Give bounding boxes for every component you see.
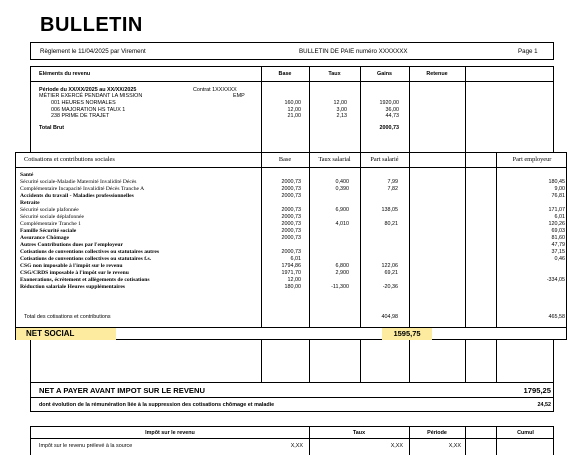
impot-header-cumul: Cumul bbox=[517, 430, 534, 436]
earning-gains: 36,00 bbox=[385, 106, 399, 113]
contrib-part-salarie: 7,82 bbox=[387, 186, 398, 192]
earning-label: 238 PRIME DE TRAJET bbox=[51, 113, 110, 119]
total-brut-label: Total Brut bbox=[39, 125, 65, 131]
contrib-header-taux: Taux salarial bbox=[318, 156, 351, 163]
earnings-header-taux: Taux bbox=[328, 71, 341, 77]
contrib-label: Famille Sécurité sociale bbox=[20, 228, 77, 234]
document-title: BULLETIN bbox=[40, 14, 143, 36]
net-social-value: 1595,75 bbox=[393, 329, 421, 338]
contrib-label: CSG non imposable à l'impôt sur le revenu bbox=[20, 263, 123, 269]
contrib-part-employeur: 171,07 bbox=[548, 207, 565, 213]
contrib-base: 2000,73 bbox=[281, 249, 301, 255]
emp-code: EMP bbox=[233, 93, 245, 99]
contrib-part-employeur: -334,05 bbox=[546, 277, 565, 283]
total-contrib-employeur: 465,58 bbox=[548, 314, 565, 320]
contrib-part-salarie: -20,36 bbox=[382, 284, 398, 290]
contrib-taux: 0,400 bbox=[335, 179, 349, 185]
contrib-part-employeur: 120,26 bbox=[548, 221, 565, 227]
period: Période du XX/XX/2025 au XX/XX/2025 bbox=[39, 87, 137, 93]
contrib-label: Sécurité sociale plafonnée bbox=[20, 207, 79, 213]
contrib-base: 1794,86 bbox=[281, 263, 301, 269]
evolution-label: dont évolution de la rémunération liée à la suppression des cotisations chômage et maladie bbox=[39, 402, 275, 408]
earning-base: 12,00 bbox=[287, 106, 301, 113]
earning-base: 21,00 bbox=[287, 113, 301, 119]
earning-gains: 1920,00 bbox=[379, 100, 399, 106]
earning-taux: 12,00 bbox=[333, 100, 347, 106]
impot-table bbox=[30, 426, 554, 455]
earnings-header-retenue: Retenue bbox=[426, 71, 448, 77]
contrib-label: Sécurité sociale déplafonnée bbox=[20, 214, 84, 220]
contrib-part-employeur: 81,60 bbox=[551, 235, 565, 241]
contrib-part-employeur: 9,00 bbox=[554, 186, 565, 192]
bulletin-number: BULLETIN DE PAIE numéro XXXXXXX bbox=[299, 48, 408, 55]
contrib-label: CSG/CRDS imposable à l'impôt sur le revenu bbox=[20, 270, 129, 276]
payment-bar bbox=[30, 42, 554, 60]
earnings-header-label: Eléments du revenu bbox=[39, 71, 91, 77]
earning-label: 006 MAJORATION HS TAUX 1 bbox=[51, 106, 126, 113]
contrib-base: 1971,70 bbox=[281, 270, 301, 276]
contrib-base: 2000,73 bbox=[281, 214, 301, 220]
contrib-part-salarie: 7,99 bbox=[387, 179, 398, 185]
contrib-label: Santé bbox=[20, 172, 34, 178]
impot-value-3: X,XX bbox=[448, 443, 461, 449]
contrib-taux: 2,900 bbox=[335, 270, 349, 276]
contrib-base: 2000,73 bbox=[281, 235, 301, 241]
total-brut-value: 2000,73 bbox=[379, 125, 399, 131]
earnings-header-gains: Gains bbox=[377, 71, 392, 77]
net-payer-label: NET A PAYER AVANT IMPOT SUR LE REVENU bbox=[39, 386, 205, 395]
contrib-base: 2000,73 bbox=[281, 228, 301, 234]
contract: Contrat 1XXXXXX bbox=[193, 87, 237, 93]
total-contrib-salarie: 404,98 bbox=[381, 314, 398, 320]
earnings-header-base: Base bbox=[278, 71, 292, 77]
evolution-value: 24,52 bbox=[537, 402, 551, 408]
contributions-table bbox=[15, 152, 567, 340]
contrib-header-part-salarie: Part salarié bbox=[370, 156, 399, 163]
impot-row-label: Impôt sur le revenu prélevé à la source bbox=[39, 443, 133, 449]
net-payer-box bbox=[30, 382, 554, 412]
contrib-header-part-employeur: Part employeur bbox=[512, 156, 552, 163]
earning-taux: 3,00 bbox=[336, 106, 347, 113]
contrib-label: Cotisations de conventions collectives ou statutaires f.s. bbox=[20, 256, 152, 262]
contrib-header-base: Base bbox=[278, 156, 292, 163]
contrib-label: Cotisations de conventions collectives ou statutaires autres bbox=[20, 249, 160, 255]
contrib-label: Exonerations, écrètement et allègements de cotisations bbox=[20, 277, 150, 283]
contrib-label: Accidents du travail - Maladies professionnelles bbox=[20, 193, 134, 199]
contrib-label: Complémentaire Tranche 1 bbox=[20, 221, 81, 227]
contrib-label: Complémentaire Incapacité Invalidité Décès Tranche A bbox=[20, 186, 145, 192]
contrib-label: Sécurité sociale-Maladie Maternité Invalidité Décès bbox=[20, 179, 137, 185]
contrib-base: 2000,73 bbox=[281, 221, 301, 227]
contrib-part-salarie: 122,06 bbox=[381, 263, 398, 269]
net-payer-value: 1795,25 bbox=[523, 386, 551, 395]
total-contrib-label: Total des cotisations et contributions bbox=[24, 314, 111, 320]
contrib-part-employeur: 0,46 bbox=[554, 256, 565, 262]
contrib-part-salarie: 80,21 bbox=[384, 221, 398, 227]
contrib-label: Réduction salariale Heures supplémentaires bbox=[20, 284, 125, 290]
contrib-part-employeur: 180,45 bbox=[548, 179, 565, 185]
contrib-label: Autres Contributions dues par l'employeur bbox=[20, 242, 123, 248]
contrib-part-employeur: 69,03 bbox=[551, 228, 565, 234]
contrib-taux: 4,010 bbox=[335, 221, 349, 227]
contrib-label: Retraite bbox=[20, 200, 40, 206]
contrib-part-employeur: 47,79 bbox=[551, 242, 565, 248]
earning-base: 160,00 bbox=[284, 100, 301, 106]
earning-gains: 44,73 bbox=[385, 113, 399, 119]
contrib-base: 2000,73 bbox=[281, 207, 301, 213]
contrib-taux: -11,300 bbox=[331, 284, 349, 290]
contrib-part-salarie: 69,21 bbox=[384, 270, 398, 276]
payment-info: Règlement le 11/04/2025 par Virement bbox=[40, 48, 146, 55]
contrib-base: 180,00 bbox=[284, 284, 301, 290]
empty-columns bbox=[30, 340, 554, 382]
contrib-header-label: Cotisations et contributions sociales bbox=[24, 156, 115, 163]
contrib-taux: 0,390 bbox=[335, 186, 349, 192]
impot-header-taux: Taux bbox=[352, 430, 366, 436]
contrib-base: 2000,73 bbox=[281, 193, 301, 199]
impot-value-2: X,XX bbox=[390, 443, 403, 449]
contrib-label: Assurance Chômage bbox=[20, 235, 69, 241]
contrib-part-employeur: 37,15 bbox=[551, 249, 565, 255]
net-social-label: NET SOCIAL bbox=[26, 329, 75, 338]
contrib-base: 12,00 bbox=[287, 277, 301, 283]
contrib-base: 2000,73 bbox=[281, 179, 301, 185]
earning-taux: 2,13 bbox=[336, 113, 347, 119]
impot-header-label: Impôt sur le revenu bbox=[145, 430, 195, 436]
impot-header-periode: Période bbox=[427, 430, 447, 436]
earning-label: 001 HEURES NORMALES bbox=[51, 100, 116, 106]
contrib-base: 2000,73 bbox=[281, 186, 301, 192]
contrib-part-employeur: 76,81 bbox=[551, 193, 565, 199]
contrib-taux: 6,900 bbox=[335, 207, 349, 213]
contrib-part-employeur: 6,01 bbox=[554, 214, 565, 220]
contrib-part-salarie: 138,05 bbox=[381, 207, 398, 213]
contrib-taux: 6,800 bbox=[335, 263, 349, 269]
impot-value-1: X,XX bbox=[290, 443, 303, 449]
page-number: Page 1 bbox=[518, 48, 538, 55]
mission: MÉTIER EXERCÉ PENDANT LA MISSION bbox=[39, 93, 143, 99]
contrib-base: 6,01 bbox=[290, 256, 301, 262]
